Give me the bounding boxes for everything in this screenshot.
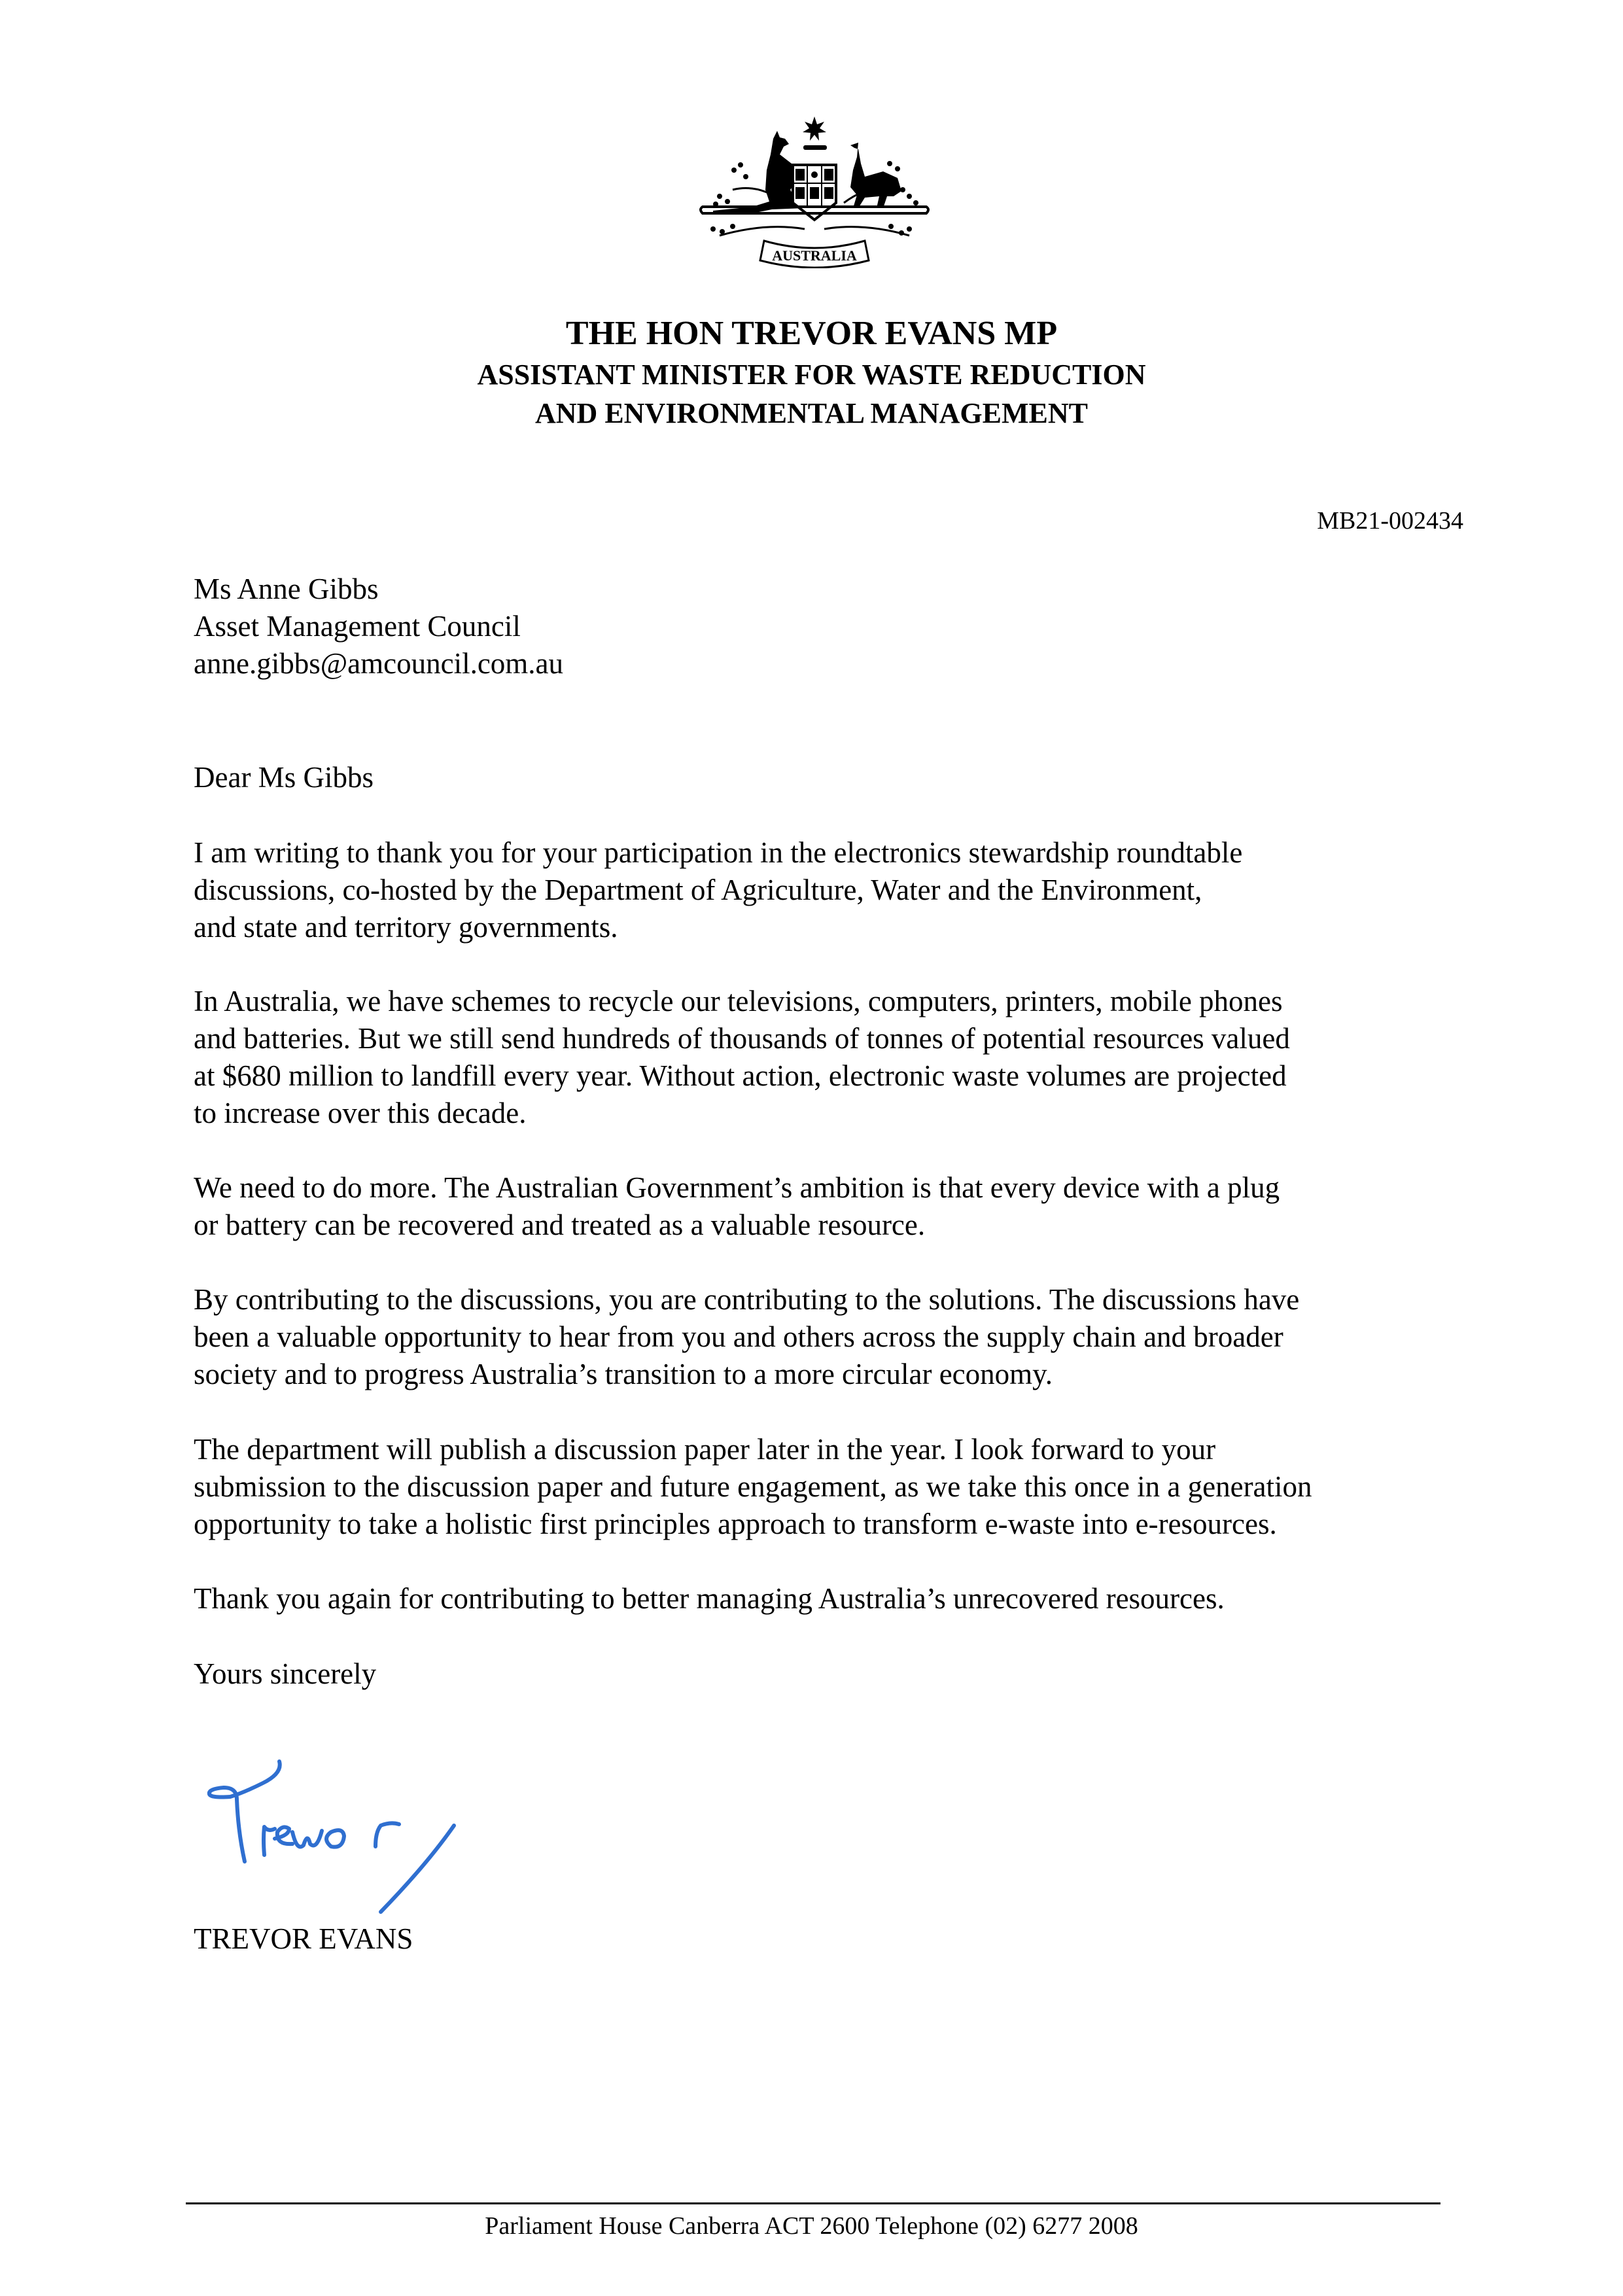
paragraph-5 (194, 1431, 1463, 1543)
paragraph-line: Thank you again for contributing to better managing Australia’s unrecovered resources. (194, 1582, 1225, 1615)
paragraph-line: to increase over this decade. (194, 1097, 527, 1129)
coat-of-arms-icon (693, 92, 935, 268)
paragraph-3 (194, 1169, 1463, 1244)
minister-title-line-2: AND ENVIRONMENTAL MANAGEMENT (535, 397, 1088, 429)
paragraph-line: In Australia, we have schemes to recycle our televisions, computers, printers, mobile phones (194, 985, 1283, 1017)
paragraph-line: discussions, co-hosted by the Department of Agriculture, Water and the Environment, (194, 874, 1202, 906)
signatory-name: TREVOR EVANS (194, 1922, 413, 1955)
paragraph-line: I am writing to thank you for your participation in the electronics stewardship roundtable (194, 836, 1243, 869)
paragraph-line: opportunity to take a holistic first principles approach to transform e-waste into e-resources. (194, 1508, 1277, 1540)
paragraph-line: society and to progress Australia’s transition to a more circular economy. (194, 1358, 1053, 1390)
minister-title-line-1: ASSISTANT MINISTER FOR WASTE REDUCTION (477, 359, 1146, 391)
paragraph-line: The department will publish a discussion paper later in the year. I look forward to your (194, 1433, 1216, 1466)
paragraph-line: at $680 million to landfill every year. Without action, electronic waste volumes are projected (194, 1059, 1287, 1092)
recipient-organisation: Asset Management Council (194, 610, 521, 643)
recipient-block (194, 571, 1463, 682)
recipient-email[interactable]: anne.gibbs@amcouncil.com.au (194, 647, 564, 680)
closing: Yours sincerely (194, 1657, 377, 1690)
paragraph-line: By contributing to the discussions, you are contributing to the solutions. The discussions have (194, 1283, 1300, 1316)
paragraph-6 (194, 1580, 1463, 1617)
svg-text:AUSTRALIA: AUSTRALIA (772, 247, 857, 264)
paragraph-line: and state and territory governments. (194, 911, 618, 944)
paragraph-4 (194, 1281, 1463, 1393)
handwritten-signature-icon (191, 1734, 498, 1917)
paragraph-line: We need to do more. The Australian Government’s ambition is that every device with a plug (194, 1171, 1280, 1204)
paragraph-line: submission to the discussion paper and future engagement, as we take this once in a generation (194, 1470, 1312, 1503)
reference-number: MB21-002434 (1317, 507, 1463, 535)
footer-divider (186, 2202, 1440, 2204)
paragraph-line: or battery can be recovered and treated as a valuable resource. (194, 1209, 926, 1241)
minister-name: THE HON TREVOR EVANS MP (565, 315, 1058, 352)
paragraph-line: and batteries. But we still send hundreds of thousands of tonnes of potential resources valued (194, 1022, 1290, 1055)
footer-address: Parliament House Canberra ACT 2600 Telephone (02) 6277 2008 (485, 2212, 1138, 2240)
recipient-name: Ms Anne Gibbs (194, 573, 379, 605)
paragraph-2 (194, 983, 1463, 1132)
paragraph-line: been a valuable opportunity to hear from you and others across the supply chain and broader (194, 1320, 1283, 1353)
salutation: Dear Ms Gibbs (194, 761, 374, 794)
paragraph-1 (194, 834, 1463, 946)
